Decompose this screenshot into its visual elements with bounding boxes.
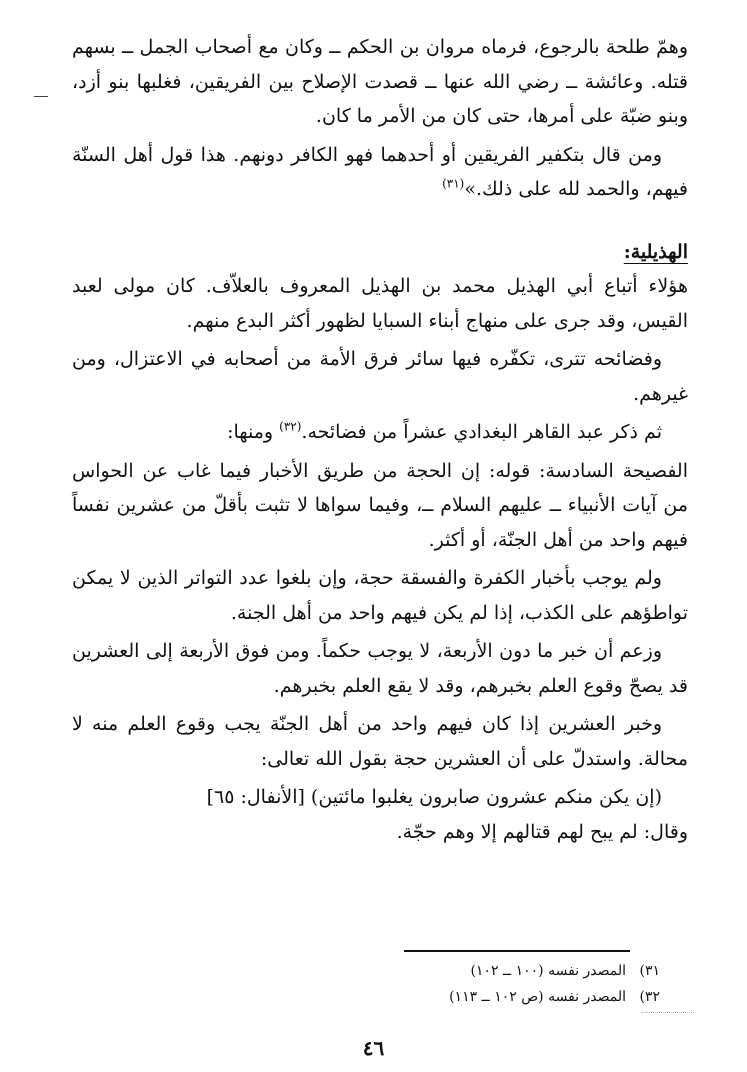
paragraph [72, 454, 688, 558]
footnote-number: ٣٢) [639, 989, 660, 1005]
paragraph-text-continued: ومنها: [227, 421, 280, 443]
footnote-separator [404, 950, 630, 952]
paragraph [72, 707, 688, 776]
verse-line [72, 780, 688, 815]
main-text [72, 30, 688, 849]
paragraph-text: وهمّ طلحة بالرجوع، فرماه مروان بن الحكم ــ وكان مع أصحاب الجمل ــ بسهم قتله. وعائشة ــ رضي الله عنها ــ قصدت الإصلاح بين الفريقين، فغلبها بنو أزد، وبنو ضبّة على أمرها، حتى كان من الأمر ما كان. [72, 36, 688, 127]
paragraph [72, 138, 688, 207]
paragraph-text: وقال: لم يبح لهم قتالهم إلا وهم حجّة. [396, 820, 688, 843]
paragraph-text: ولم يوجب بأخبار الكفرة والفسقة حجة، وإن بلغوا عدد التواتر الذين لا يمكن تواطؤهم على الكذب، إذا لم يكن فيهم واحد من أهل الجنة. [72, 567, 688, 624]
paragraph [72, 634, 688, 703]
page-number: ٤٦ [362, 1036, 385, 1060]
section-gap [72, 211, 688, 235]
paragraph-text: الهذيلية: [623, 240, 688, 263]
verse-line [72, 815, 688, 850]
footnote-number: ٣١) [639, 963, 660, 979]
footnote-ref: (٣٢) [279, 419, 302, 434]
paragraph-text: وخبر العشرين إذا كان فيهم واحد من أهل الجنّة يجب وقوع العلم منه لا محالة. واستدلّ على أن العشرين حجة بقول الله تعالى: [72, 713, 688, 770]
footnote [380, 984, 660, 1010]
footnote-text: المصدر نفسه (ص ١٠٢ ــ ١١٣) [449, 989, 626, 1005]
paragraph [72, 269, 688, 338]
paragraph-text: وزعم أن خبر ما دون الأربعة، لا يوجب حكماً. ومن فوق الأربعة إلى العشرين قد يصحّ وقوع العلم بخبرهم، وقد لا يقع العلم بخبرهم. [72, 640, 688, 697]
paragraph-text: الفصيحة السادسة: قوله: إن الحجة من طريق الأخبار فيما غاب عن الحواس من آيات الأنبياء ــ عليهم السلام ــ، وفيما سواها لا تثبت بأقلّ من عشرين نفساً فيهم واحد من أهل الجنّة، أو أكثر. [72, 459, 688, 551]
paragraph [72, 30, 688, 134]
footnote-text: المصدر نفسه (١٠٠ ــ ١٠٢) [470, 963, 626, 979]
paragraph-text: ثم ذكر عبد القاهر البغدادي عشراً من فضائحه. [301, 421, 662, 443]
scan-mark [642, 1012, 694, 1037]
footnotes [380, 958, 660, 1010]
footnote-ref: (٣١) [442, 176, 465, 191]
margin-mark [34, 96, 48, 97]
paragraph-text: هؤلاء أتباع أبي الهذيل محمد بن الهذيل المعروف بالعلاّف. كان مولى لعبد القيس، وقد جرى على منهاج أبناء السبايا لظهور أكثر البدع منهم. [72, 275, 688, 332]
paragraph [72, 342, 688, 411]
paragraph-text: ومن قال بتكفير الفريقين أو أحدهما فهو الكافر دونهم. هذا قول أهل السنّة فيهم، والحمد لله على ذلك.» [72, 143, 688, 200]
paragraph-text: وفضائحه تترى، تكفّره فيها سائر فرق الأمة من أصحابه في الاعتزال، ومن غيرهم. [72, 348, 688, 405]
paragraph [72, 561, 688, 630]
section-heading [72, 235, 688, 270]
footnote [380, 958, 660, 984]
paragraph-text: (إن يكن منكم عشرون صابرون يغلبوا مائتين) [الأنفال: ٦٥] [206, 786, 662, 808]
paragraph [72, 415, 688, 450]
